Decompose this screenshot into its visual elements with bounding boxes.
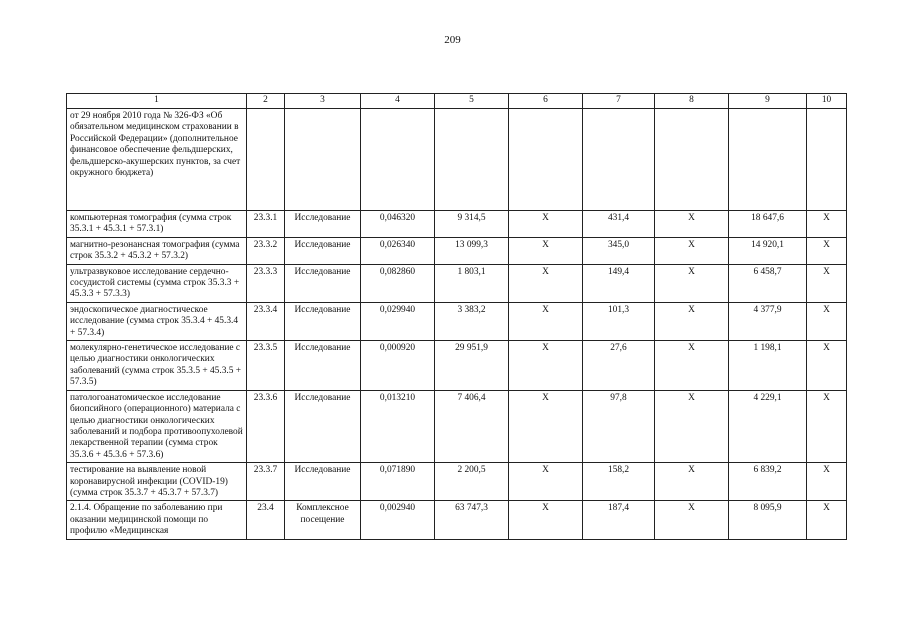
table-cell: тестирование на выявление новой коронавирусной инфекции (COVID-19) (сумма строк 35.3.7 + 45.3.7 + 57.3.7) [67, 463, 247, 501]
table-cell: X [807, 390, 847, 462]
table-cell: 14 920,1 [729, 237, 807, 264]
table-cell: X [655, 237, 729, 264]
column-header: 1 [67, 94, 247, 109]
table-cell [435, 109, 509, 211]
table-cell: 23.4 [247, 501, 285, 539]
table-cell: 23.3.3 [247, 264, 285, 302]
table-row [67, 501, 847, 539]
table-row [67, 109, 847, 211]
table-cell: X [509, 501, 583, 539]
table-cell: магнитно-резонансная томография (сумма строк 35.3.2 + 45.3.2 + 57.3.2) [67, 237, 247, 264]
column-header: 6 [509, 94, 583, 109]
table-cell: Исследование [285, 390, 361, 462]
table-cell: 8 095,9 [729, 501, 807, 539]
table-cell: эндоскопическое диагностическое исследование (сумма строк 35.3.4 + 45.3.4 + 57.3.4) [67, 302, 247, 340]
table-cell: X [509, 463, 583, 501]
table-cell [361, 109, 435, 211]
table-cell: 23.3.4 [247, 302, 285, 340]
table-cell [807, 109, 847, 211]
table-cell: 431,4 [583, 211, 655, 238]
table-cell: 2 200,5 [435, 463, 509, 501]
column-header: 7 [583, 94, 655, 109]
table-cell: X [807, 341, 847, 391]
table-cell: X [807, 463, 847, 501]
table-cell: 7 406,4 [435, 390, 509, 462]
table-cell: X [655, 264, 729, 302]
table-cell: X [509, 390, 583, 462]
column-header: 4 [361, 94, 435, 109]
table-cell: 0,046320 [361, 211, 435, 238]
table-cell: Исследование [285, 341, 361, 391]
table-cell: 23.3.5 [247, 341, 285, 391]
table-cell: 18 647,6 [729, 211, 807, 238]
table-cell: 23.3.6 [247, 390, 285, 462]
table-cell: 187,4 [583, 501, 655, 539]
table-cell: 1 803,1 [435, 264, 509, 302]
table-row [67, 390, 847, 462]
column-header: 2 [247, 94, 285, 109]
table-cell: X [655, 390, 729, 462]
table-cell: X [655, 501, 729, 539]
column-header: 8 [655, 94, 729, 109]
table-cell: X [509, 341, 583, 391]
table-cell [729, 109, 807, 211]
table-cell: 29 951,9 [435, 341, 509, 391]
table-cell: 97,8 [583, 390, 655, 462]
page-number: 209 [444, 34, 461, 46]
table-cell: 4 229,1 [729, 390, 807, 462]
table-cell: X [655, 341, 729, 391]
table-row [67, 302, 847, 340]
table-cell: 23.3.7 [247, 463, 285, 501]
table-row [67, 341, 847, 391]
table-cell: Комплексное посещение [285, 501, 361, 539]
table-cell: Исследование [285, 463, 361, 501]
table-cell: 23.3.1 [247, 211, 285, 238]
table-cell: 0,002940 [361, 501, 435, 539]
column-header: 3 [285, 94, 361, 109]
table-cell: X [655, 302, 729, 340]
table-cell: 3 383,2 [435, 302, 509, 340]
table-cell: 9 314,5 [435, 211, 509, 238]
table-cell: патологоанатомическое исследование биопсийного (операционного) материала с целью диагностики онкологических заболеваний и подбора противоопухолевой лекарственной терапии (сумма строк 35.3.6 + 45.3.6 + 57.3.6) [67, 390, 247, 462]
table-cell: 149,4 [583, 264, 655, 302]
table-cell: X [509, 211, 583, 238]
table-row [67, 463, 847, 501]
table-cell: Исследование [285, 237, 361, 264]
table-cell: X [509, 237, 583, 264]
table-cell: 13 099,3 [435, 237, 509, 264]
table-cell: молекулярно-генетическое исследование с целью диагностики онкологических заболеваний (сумма строк 35.3.5 + 45.3.5 + 57.3.5) [67, 341, 247, 391]
table-row [67, 264, 847, 302]
table-cell: X [807, 237, 847, 264]
table-cell [285, 109, 361, 211]
table-cell: X [807, 501, 847, 539]
column-header: 5 [435, 94, 509, 109]
table-cell: 1 198,1 [729, 341, 807, 391]
table-cell: X [807, 211, 847, 238]
table-cell: 2.1.4. Обращение по заболеванию при оказании медицинской помощи по профилю «Медицинская [67, 501, 247, 539]
table-cell: 345,0 [583, 237, 655, 264]
table-cell: от 29 ноября 2010 года № 326-ФЗ «Об обязательном медицинском страховании в Российской Федерации» (дополнительное финансовое обеспечение фельдшерских, фельдшерско-акушерских пунктов, за счет окружного бюджета) [67, 109, 247, 211]
table-cell: 0,082860 [361, 264, 435, 302]
table-cell: 6 839,2 [729, 463, 807, 501]
table-cell [509, 109, 583, 211]
table-cell: компьютерная томография (сумма строк 35.3.1 + 45.3.1 + 57.3.1) [67, 211, 247, 238]
table-cell: 101,3 [583, 302, 655, 340]
table-header-row [67, 94, 847, 109]
table-cell: Исследование [285, 302, 361, 340]
table-cell: 23.3.2 [247, 237, 285, 264]
table-cell: 0,071890 [361, 463, 435, 501]
table-cell: X [655, 211, 729, 238]
column-header: 9 [729, 94, 807, 109]
table-cell: ультразвуковое исследование сердечно-сосудистой системы (сумма строк 35.3.3 + 45.3.3 + 57.3.3) [67, 264, 247, 302]
table-cell [655, 109, 729, 211]
table-cell: 4 377,9 [729, 302, 807, 340]
table-cell: 0,026340 [361, 237, 435, 264]
table-cell: 0,013210 [361, 390, 435, 462]
table-cell: 0,000920 [361, 341, 435, 391]
table-cell: 63 747,3 [435, 501, 509, 539]
table-cell [583, 109, 655, 211]
table-cell: X [807, 302, 847, 340]
table-cell: X [509, 302, 583, 340]
table-cell: X [655, 463, 729, 501]
table-cell: 158,2 [583, 463, 655, 501]
table-cell: Исследование [285, 264, 361, 302]
table-cell: Исследование [285, 211, 361, 238]
table-cell: 0,029940 [361, 302, 435, 340]
table-cell: X [807, 264, 847, 302]
table-row [67, 211, 847, 238]
tariff-table [66, 93, 847, 540]
table-row [67, 237, 847, 264]
table-cell: 27,6 [583, 341, 655, 391]
table-cell [247, 109, 285, 211]
table-cell: 6 458,7 [729, 264, 807, 302]
table-cell: X [509, 264, 583, 302]
column-header: 10 [807, 94, 847, 109]
